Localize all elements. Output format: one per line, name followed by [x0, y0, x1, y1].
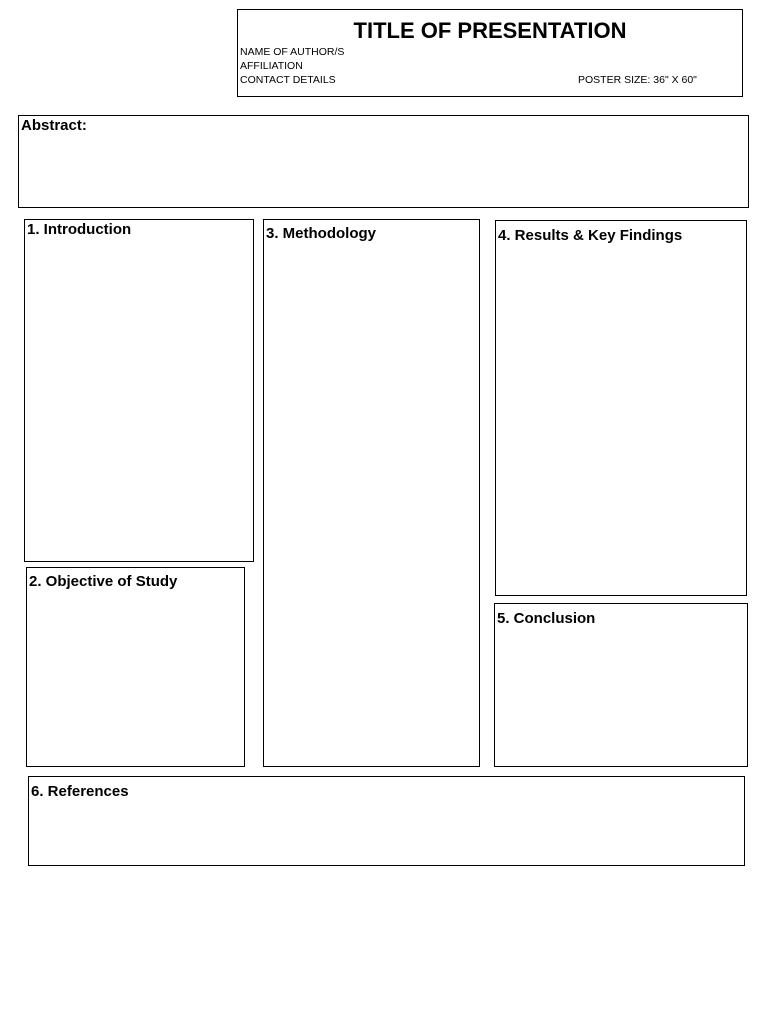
results-heading: 4. Results & Key Findings	[498, 227, 683, 244]
poster-size: POSTER SIZE: 36" X 60"	[578, 74, 697, 86]
references-section	[28, 776, 745, 866]
abstract-heading: Abstract:	[21, 117, 87, 134]
abstract-section	[18, 115, 749, 208]
title-box	[237, 9, 743, 97]
contact-details: CONTACT DETAILS	[240, 74, 336, 86]
author-name: NAME OF AUTHOR/S	[240, 46, 345, 58]
methodology-heading: 3. Methodology	[266, 225, 376, 242]
objective-section	[26, 567, 245, 767]
conclusion-section	[494, 603, 748, 767]
results-section	[495, 220, 747, 596]
objective-heading: 2. Objective of Study	[29, 573, 178, 590]
conclusion-heading: 5. Conclusion	[497, 610, 596, 627]
references-heading: 6. References	[31, 783, 129, 800]
presentation-title: TITLE OF PRESENTATION	[353, 18, 627, 43]
introduction-heading: 1. Introduction	[27, 221, 132, 238]
methodology-section	[263, 219, 480, 767]
affiliation: AFFILIATION	[240, 60, 303, 72]
introduction-section	[24, 219, 254, 562]
